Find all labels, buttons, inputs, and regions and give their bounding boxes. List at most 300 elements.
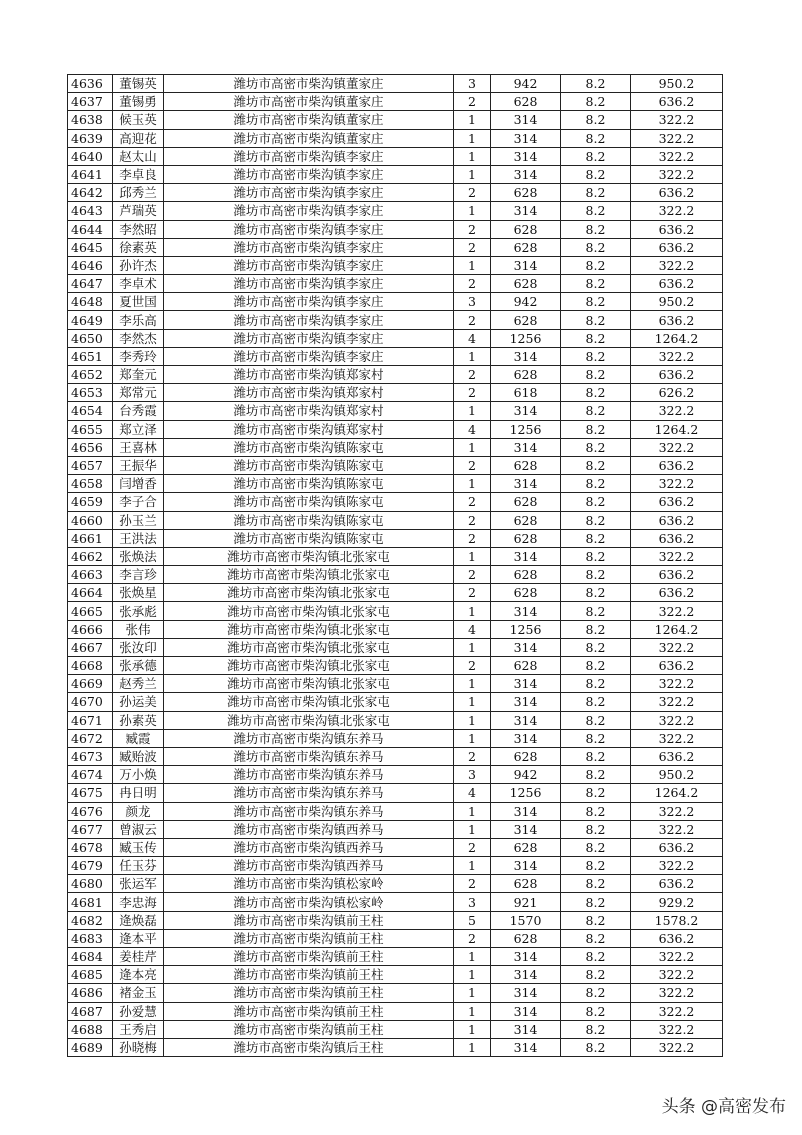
fee-cell: 8.2 (561, 857, 631, 875)
name-cell: 郑常元 (113, 384, 164, 402)
count-cell: 3 (454, 766, 491, 784)
total-cell: 322.2 (631, 202, 723, 220)
name-cell: 李然杰 (113, 329, 164, 347)
address-cell: 潍坊市高密市柴沟镇西养马 (164, 838, 454, 856)
amount-cell: 314 (491, 802, 561, 820)
address-cell: 潍坊市高密市柴沟镇董家庄 (164, 129, 454, 147)
id-cell: 4657 (68, 456, 113, 474)
total-cell: 322.2 (631, 147, 723, 165)
table-row (68, 511, 723, 529)
name-cell: 任玉芬 (113, 857, 164, 875)
name-cell: 曾淑云 (113, 820, 164, 838)
total-cell: 950.2 (631, 75, 723, 93)
amount-cell: 628 (491, 93, 561, 111)
address-cell: 潍坊市高密市柴沟镇北张家屯 (164, 638, 454, 656)
count-cell: 1 (454, 1002, 491, 1020)
id-cell: 4636 (68, 75, 113, 93)
address-cell: 潍坊市高密市柴沟镇北张家屯 (164, 711, 454, 729)
address-cell: 潍坊市高密市柴沟镇陈家屯 (164, 456, 454, 474)
name-cell: 孙许杰 (113, 256, 164, 274)
name-cell: 张汝印 (113, 638, 164, 656)
table-row (68, 984, 723, 1002)
total-cell: 636.2 (631, 511, 723, 529)
total-cell: 1264.2 (631, 420, 723, 438)
address-cell: 潍坊市高密市柴沟镇陈家屯 (164, 511, 454, 529)
total-cell: 322.2 (631, 438, 723, 456)
id-cell: 4648 (68, 293, 113, 311)
address-cell: 潍坊市高密市柴沟镇北张家屯 (164, 566, 454, 584)
total-cell: 322.2 (631, 1002, 723, 1020)
count-cell: 1 (454, 202, 491, 220)
address-cell: 潍坊市高密市柴沟镇东养马 (164, 729, 454, 747)
total-cell: 322.2 (631, 129, 723, 147)
address-cell: 潍坊市高密市柴沟镇西养马 (164, 857, 454, 875)
total-cell: 1264.2 (631, 620, 723, 638)
count-cell: 2 (454, 566, 491, 584)
total-cell: 322.2 (631, 256, 723, 274)
count-cell: 2 (454, 238, 491, 256)
count-cell: 1 (454, 820, 491, 838)
id-cell: 4688 (68, 1020, 113, 1038)
fee-cell: 8.2 (561, 838, 631, 856)
count-cell: 1 (454, 966, 491, 984)
address-cell: 潍坊市高密市柴沟镇李家庄 (164, 347, 454, 365)
table-row (68, 493, 723, 511)
name-cell: 孙晓梅 (113, 1038, 164, 1056)
id-cell: 4679 (68, 857, 113, 875)
table-row (68, 820, 723, 838)
count-cell: 2 (454, 493, 491, 511)
table-row (68, 366, 723, 384)
fee-cell: 8.2 (561, 566, 631, 584)
address-cell: 潍坊市高密市柴沟镇东养马 (164, 784, 454, 802)
count-cell: 1 (454, 802, 491, 820)
table-row (68, 529, 723, 547)
fee-cell: 8.2 (561, 511, 631, 529)
id-cell: 4637 (68, 93, 113, 111)
address-cell: 潍坊市高密市柴沟镇北张家屯 (164, 547, 454, 565)
count-cell: 2 (454, 657, 491, 675)
id-cell: 4654 (68, 402, 113, 420)
id-cell: 4669 (68, 675, 113, 693)
count-cell: 2 (454, 275, 491, 293)
name-cell: 芦瑞英 (113, 202, 164, 220)
total-cell: 322.2 (631, 475, 723, 493)
count-cell: 1 (454, 147, 491, 165)
amount-cell: 314 (491, 402, 561, 420)
table-row (68, 347, 723, 365)
table-row (68, 420, 723, 438)
amount-cell: 628 (491, 584, 561, 602)
address-cell: 潍坊市高密市柴沟镇董家庄 (164, 111, 454, 129)
count-cell: 2 (454, 366, 491, 384)
amount-cell: 628 (491, 311, 561, 329)
count-cell: 2 (454, 838, 491, 856)
id-cell: 4642 (68, 184, 113, 202)
amount-cell: 628 (491, 220, 561, 238)
id-cell: 4674 (68, 766, 113, 784)
amount-cell: 314 (491, 256, 561, 274)
address-cell: 潍坊市高密市柴沟镇后王柱 (164, 1038, 454, 1056)
fee-cell: 8.2 (561, 711, 631, 729)
address-cell: 潍坊市高密市柴沟镇董家庄 (164, 75, 454, 93)
id-cell: 4672 (68, 729, 113, 747)
table-row (68, 747, 723, 765)
name-cell: 王振华 (113, 456, 164, 474)
amount-cell: 1256 (491, 784, 561, 802)
name-cell: 李然昭 (113, 220, 164, 238)
fee-cell: 8.2 (561, 675, 631, 693)
amount-cell: 314 (491, 547, 561, 565)
total-cell: 636.2 (631, 275, 723, 293)
address-cell: 潍坊市高密市柴沟镇李家庄 (164, 202, 454, 220)
address-cell: 潍坊市高密市柴沟镇陈家屯 (164, 493, 454, 511)
count-cell: 3 (454, 75, 491, 93)
id-cell: 4689 (68, 1038, 113, 1056)
total-cell: 636.2 (631, 456, 723, 474)
name-cell: 臧霞 (113, 729, 164, 747)
table-row (68, 729, 723, 747)
fee-cell: 8.2 (561, 238, 631, 256)
fee-cell: 8.2 (561, 1002, 631, 1020)
total-cell: 322.2 (631, 857, 723, 875)
total-cell: 322.2 (631, 1020, 723, 1038)
table-row (68, 911, 723, 929)
id-cell: 4660 (68, 511, 113, 529)
id-cell: 4650 (68, 329, 113, 347)
total-cell: 929.2 (631, 893, 723, 911)
address-cell: 潍坊市高密市柴沟镇陈家屯 (164, 475, 454, 493)
fee-cell: 8.2 (561, 147, 631, 165)
amount-cell: 628 (491, 875, 561, 893)
address-cell: 潍坊市高密市柴沟镇李家庄 (164, 220, 454, 238)
count-cell: 2 (454, 456, 491, 474)
address-cell: 潍坊市高密市柴沟镇前王柱 (164, 929, 454, 947)
name-cell: 孙爱慧 (113, 1002, 164, 1020)
id-cell: 4676 (68, 802, 113, 820)
id-cell: 4649 (68, 311, 113, 329)
amount-cell: 628 (491, 275, 561, 293)
table-row (68, 256, 723, 274)
id-cell: 4677 (68, 820, 113, 838)
address-cell: 潍坊市高密市柴沟镇李家庄 (164, 147, 454, 165)
name-cell: 孙玉兰 (113, 511, 164, 529)
fee-cell: 8.2 (561, 493, 631, 511)
address-cell: 潍坊市高密市柴沟镇东养马 (164, 766, 454, 784)
fee-cell: 8.2 (561, 820, 631, 838)
count-cell: 2 (454, 93, 491, 111)
total-cell: 322.2 (631, 948, 723, 966)
total-cell: 322.2 (631, 820, 723, 838)
fee-cell: 8.2 (561, 747, 631, 765)
fee-cell: 8.2 (561, 93, 631, 111)
id-cell: 4662 (68, 547, 113, 565)
total-cell: 636.2 (631, 875, 723, 893)
amount-cell: 942 (491, 766, 561, 784)
table-row (68, 784, 723, 802)
amount-cell: 314 (491, 984, 561, 1002)
address-cell: 潍坊市高密市柴沟镇前王柱 (164, 984, 454, 1002)
amount-cell: 942 (491, 293, 561, 311)
amount-cell: 314 (491, 475, 561, 493)
id-cell: 4647 (68, 275, 113, 293)
table-row (68, 475, 723, 493)
table-row (68, 184, 723, 202)
id-cell: 4663 (68, 566, 113, 584)
total-cell: 322.2 (631, 966, 723, 984)
table-row (68, 75, 723, 93)
amount-cell: 314 (491, 1038, 561, 1056)
total-cell: 322.2 (631, 347, 723, 365)
data-table (67, 74, 723, 1057)
fee-cell: 8.2 (561, 165, 631, 183)
id-cell: 4646 (68, 256, 113, 274)
fee-cell: 8.2 (561, 893, 631, 911)
table-row (68, 547, 723, 565)
count-cell: 1 (454, 729, 491, 747)
address-cell: 潍坊市高密市柴沟镇李家庄 (164, 256, 454, 274)
amount-cell: 628 (491, 238, 561, 256)
name-cell: 李乐高 (113, 311, 164, 329)
id-cell: 4653 (68, 384, 113, 402)
id-cell: 4681 (68, 893, 113, 911)
amount-cell: 314 (491, 202, 561, 220)
total-cell: 636.2 (631, 529, 723, 547)
count-cell: 1 (454, 165, 491, 183)
amount-cell: 314 (491, 675, 561, 693)
amount-cell: 314 (491, 1002, 561, 1020)
name-cell: 台秀霞 (113, 402, 164, 420)
id-cell: 4652 (68, 366, 113, 384)
address-cell: 潍坊市高密市柴沟镇李家庄 (164, 184, 454, 202)
count-cell: 1 (454, 256, 491, 274)
total-cell: 636.2 (631, 838, 723, 856)
name-cell: 臧玉传 (113, 838, 164, 856)
fee-cell: 8.2 (561, 384, 631, 402)
total-cell: 322.2 (631, 547, 723, 565)
fee-cell: 8.2 (561, 984, 631, 1002)
amount-cell: 628 (491, 747, 561, 765)
id-cell: 4685 (68, 966, 113, 984)
amount-cell: 314 (491, 857, 561, 875)
table-row (68, 620, 723, 638)
table-row (68, 929, 723, 947)
amount-cell: 628 (491, 184, 561, 202)
id-cell: 4655 (68, 420, 113, 438)
id-cell: 4638 (68, 111, 113, 129)
name-cell: 臧贻波 (113, 747, 164, 765)
amount-cell: 314 (491, 638, 561, 656)
name-cell: 李卓良 (113, 165, 164, 183)
id-cell: 4665 (68, 602, 113, 620)
id-cell: 4659 (68, 493, 113, 511)
table-row (68, 1020, 723, 1038)
fee-cell: 8.2 (561, 602, 631, 620)
address-cell: 潍坊市高密市柴沟镇李家庄 (164, 275, 454, 293)
table-row (68, 329, 723, 347)
total-cell: 1264.2 (631, 329, 723, 347)
fee-cell: 8.2 (561, 329, 631, 347)
total-cell: 636.2 (631, 366, 723, 384)
fee-cell: 8.2 (561, 275, 631, 293)
id-cell: 4656 (68, 438, 113, 456)
total-cell: 636.2 (631, 566, 723, 584)
id-cell: 4670 (68, 693, 113, 711)
fee-cell: 8.2 (561, 438, 631, 456)
count-cell: 1 (454, 1020, 491, 1038)
table-row (68, 675, 723, 693)
address-cell: 潍坊市高密市柴沟镇东养马 (164, 802, 454, 820)
fee-cell: 8.2 (561, 584, 631, 602)
count-cell: 2 (454, 220, 491, 238)
name-cell: 王喜林 (113, 438, 164, 456)
name-cell: 夏世国 (113, 293, 164, 311)
address-cell: 潍坊市高密市柴沟镇前王柱 (164, 911, 454, 929)
amount-cell: 618 (491, 384, 561, 402)
amount-cell: 314 (491, 129, 561, 147)
amount-cell: 628 (491, 657, 561, 675)
id-cell: 4682 (68, 911, 113, 929)
name-cell: 张承德 (113, 657, 164, 675)
address-cell: 潍坊市高密市柴沟镇陈家屯 (164, 438, 454, 456)
fee-cell: 8.2 (561, 256, 631, 274)
address-cell: 潍坊市高密市柴沟镇前王柱 (164, 1002, 454, 1020)
count-cell: 1 (454, 693, 491, 711)
address-cell: 潍坊市高密市柴沟镇北张家屯 (164, 693, 454, 711)
fee-cell: 8.2 (561, 1038, 631, 1056)
address-cell: 潍坊市高密市柴沟镇北张家屯 (164, 675, 454, 693)
amount-cell: 314 (491, 165, 561, 183)
table-row (68, 657, 723, 675)
total-cell: 636.2 (631, 184, 723, 202)
name-cell: 赵太山 (113, 147, 164, 165)
address-cell: 潍坊市高密市柴沟镇郑家村 (164, 384, 454, 402)
table-row (68, 802, 723, 820)
id-cell: 4668 (68, 657, 113, 675)
total-cell: 322.2 (631, 802, 723, 820)
count-cell: 1 (454, 129, 491, 147)
count-cell: 2 (454, 384, 491, 402)
count-cell: 4 (454, 620, 491, 638)
total-cell: 1578.2 (631, 911, 723, 929)
table-row (68, 165, 723, 183)
fee-cell: 8.2 (561, 693, 631, 711)
address-cell: 潍坊市高密市柴沟镇李家庄 (164, 329, 454, 347)
count-cell: 3 (454, 893, 491, 911)
fee-cell: 8.2 (561, 638, 631, 656)
table-row (68, 293, 723, 311)
address-cell: 潍坊市高密市柴沟镇松家岭 (164, 893, 454, 911)
address-cell: 潍坊市高密市柴沟镇董家庄 (164, 93, 454, 111)
id-cell: 4658 (68, 475, 113, 493)
id-cell: 4644 (68, 220, 113, 238)
table-row (68, 693, 723, 711)
total-cell: 626.2 (631, 384, 723, 402)
total-cell: 636.2 (631, 493, 723, 511)
fee-cell: 8.2 (561, 75, 631, 93)
name-cell: 褚金玉 (113, 984, 164, 1002)
fee-cell: 8.2 (561, 620, 631, 638)
address-cell: 潍坊市高密市柴沟镇西养马 (164, 820, 454, 838)
fee-cell: 8.2 (561, 347, 631, 365)
count-cell: 1 (454, 857, 491, 875)
table-row (68, 638, 723, 656)
total-cell: 322.2 (631, 1038, 723, 1056)
address-cell: 潍坊市高密市柴沟镇北张家屯 (164, 620, 454, 638)
table-row (68, 584, 723, 602)
name-cell: 李言珍 (113, 566, 164, 584)
count-cell: 2 (454, 747, 491, 765)
amount-cell: 314 (491, 602, 561, 620)
name-cell: 逄本亮 (113, 966, 164, 984)
name-cell: 李卓术 (113, 275, 164, 293)
id-cell: 4675 (68, 784, 113, 802)
table-row (68, 129, 723, 147)
amount-cell: 314 (491, 1020, 561, 1038)
amount-cell: 314 (491, 729, 561, 747)
total-cell: 322.2 (631, 165, 723, 183)
amount-cell: 628 (491, 529, 561, 547)
name-cell: 张焕星 (113, 584, 164, 602)
table-body (68, 75, 723, 1057)
name-cell: 王秀启 (113, 1020, 164, 1038)
id-cell: 4687 (68, 1002, 113, 1020)
fee-cell: 8.2 (561, 129, 631, 147)
fee-cell: 8.2 (561, 1020, 631, 1038)
id-cell: 4678 (68, 838, 113, 856)
name-cell: 赵秀兰 (113, 675, 164, 693)
name-cell: 邱秀兰 (113, 184, 164, 202)
fee-cell: 8.2 (561, 766, 631, 784)
amount-cell: 628 (491, 566, 561, 584)
table-row (68, 220, 723, 238)
table-row (68, 147, 723, 165)
count-cell: 2 (454, 311, 491, 329)
table-row (68, 766, 723, 784)
total-cell: 636.2 (631, 747, 723, 765)
total-cell: 322.2 (631, 111, 723, 129)
count-cell: 1 (454, 638, 491, 656)
id-cell: 4680 (68, 875, 113, 893)
amount-cell: 628 (491, 366, 561, 384)
fee-cell: 8.2 (561, 911, 631, 929)
address-cell: 潍坊市高密市柴沟镇松家岭 (164, 875, 454, 893)
amount-cell: 628 (491, 456, 561, 474)
amount-cell: 314 (491, 820, 561, 838)
total-cell: 636.2 (631, 584, 723, 602)
table-row (68, 948, 723, 966)
amount-cell: 314 (491, 347, 561, 365)
fee-cell: 8.2 (561, 547, 631, 565)
table-row (68, 711, 723, 729)
total-cell: 1264.2 (631, 784, 723, 802)
table-row (68, 275, 723, 293)
address-cell: 潍坊市高密市柴沟镇陈家屯 (164, 529, 454, 547)
total-cell: 322.2 (631, 729, 723, 747)
fee-cell: 8.2 (561, 729, 631, 747)
fee-cell: 8.2 (561, 311, 631, 329)
table-row (68, 384, 723, 402)
total-cell: 950.2 (631, 293, 723, 311)
fee-cell: 8.2 (561, 402, 631, 420)
amount-cell: 628 (491, 493, 561, 511)
table-row (68, 875, 723, 893)
id-cell: 4673 (68, 747, 113, 765)
total-cell: 636.2 (631, 220, 723, 238)
id-cell: 4671 (68, 711, 113, 729)
id-cell: 4641 (68, 165, 113, 183)
table-row (68, 1038, 723, 1056)
